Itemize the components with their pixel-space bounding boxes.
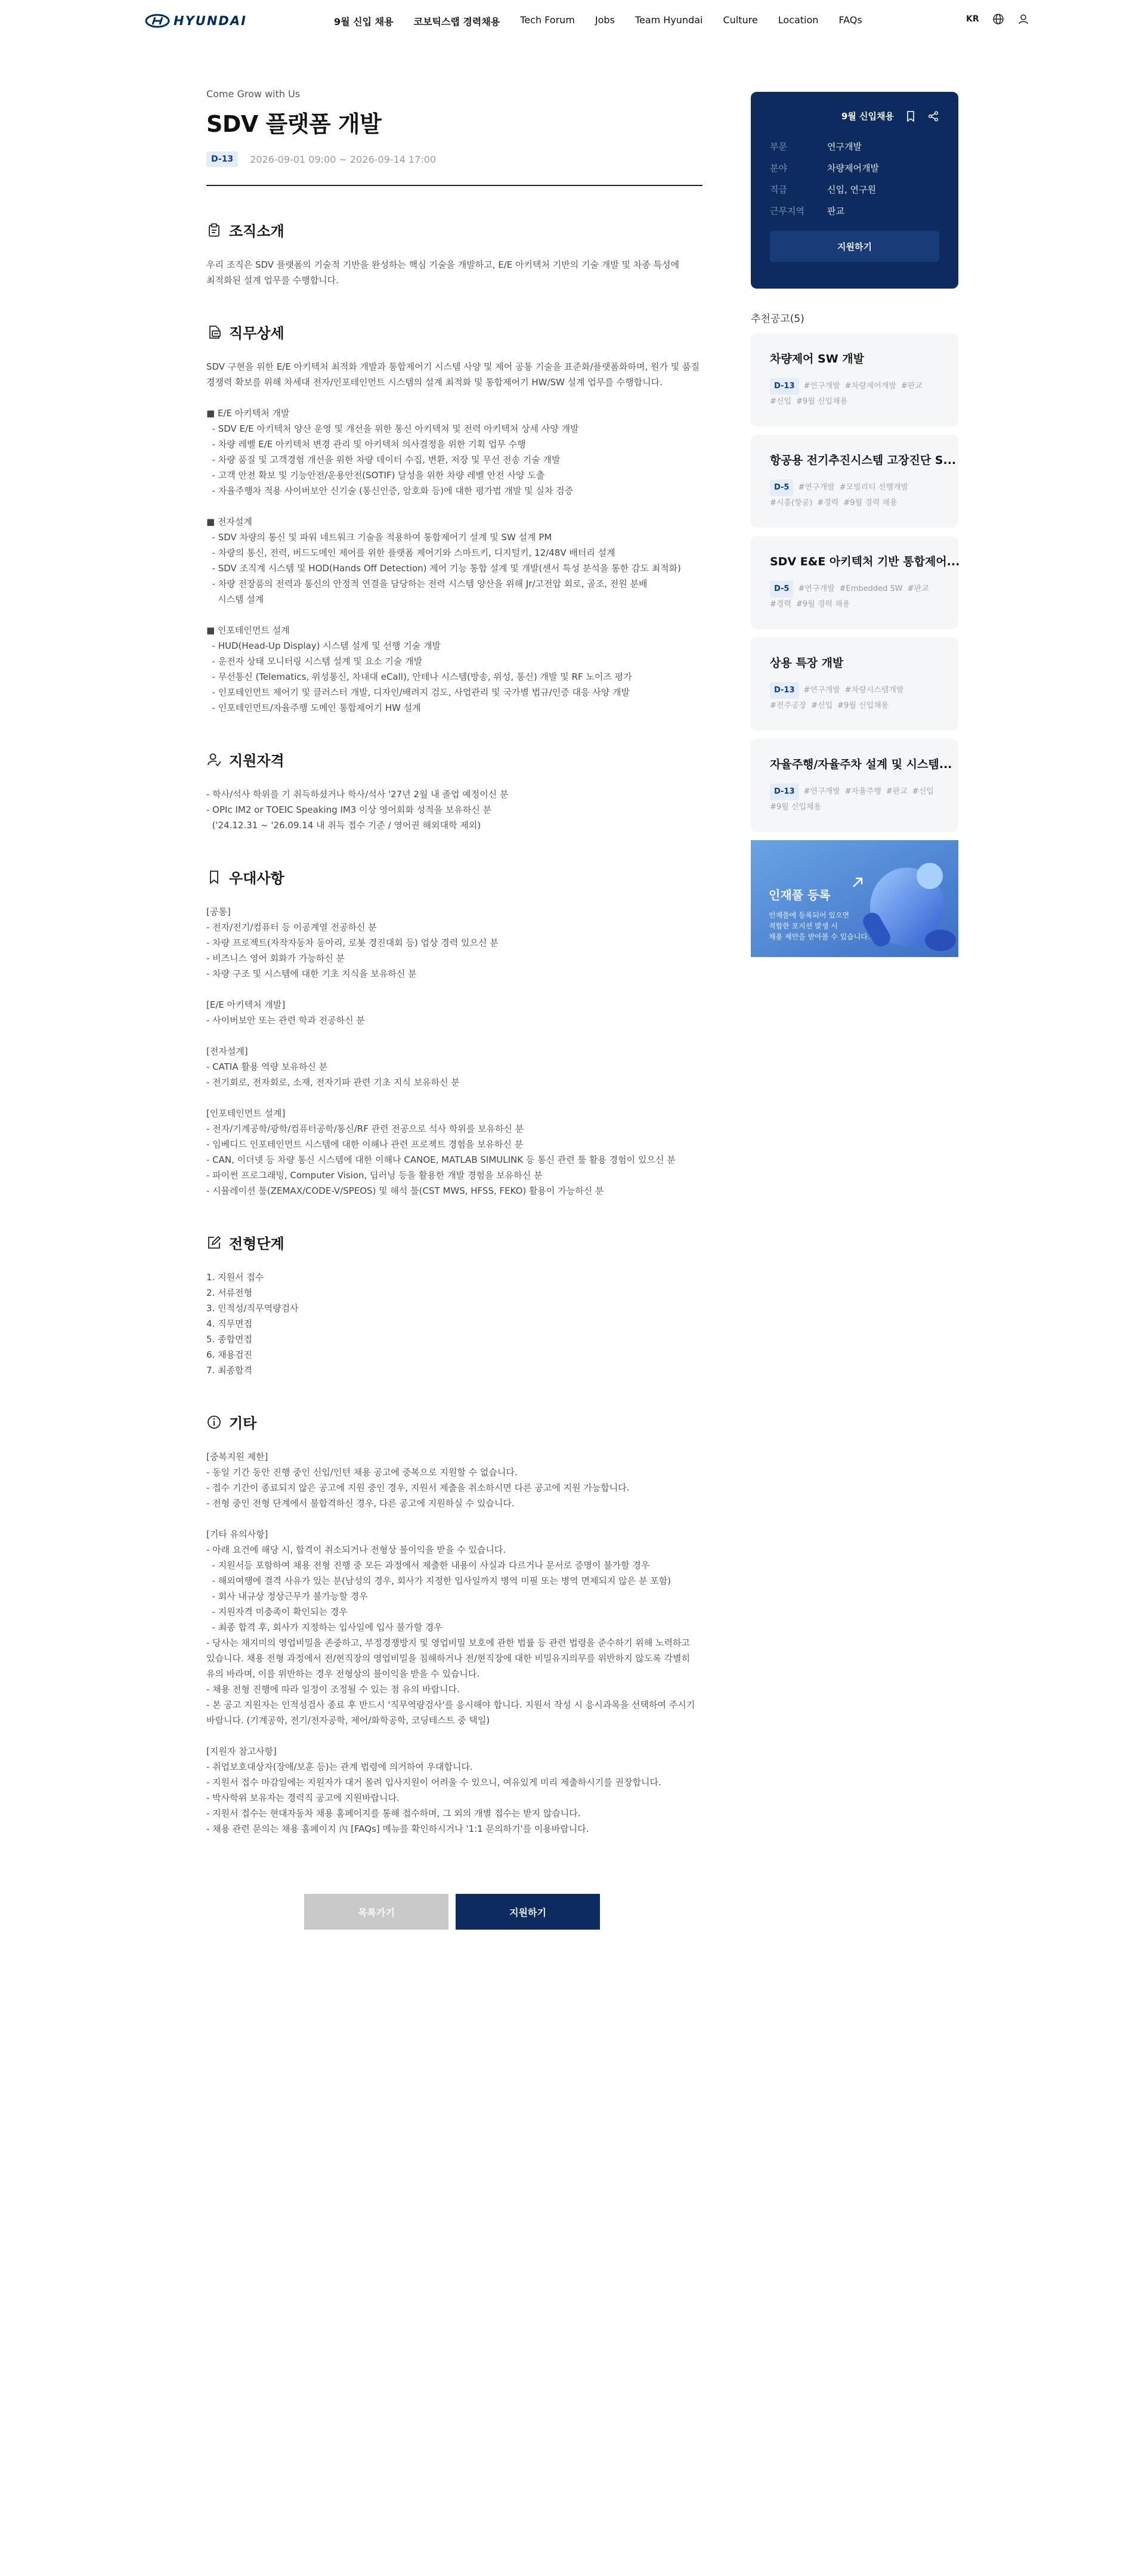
tag: #9월 경력 채용 <box>796 600 850 609</box>
info-key: 근무지역 <box>770 205 804 216</box>
logo-text: HYUNDAI <box>174 14 247 28</box>
section-qualification <box>206 749 703 833</box>
tag: #판교 <box>900 382 923 391</box>
recommend-name: 상용 특장 개발 <box>770 657 844 670</box>
tag: #신입 <box>770 397 792 406</box>
section-title: 직무상세 <box>229 325 284 342</box>
section-title: 조직소개 <box>229 223 284 240</box>
tag: #경력 <box>770 600 792 609</box>
section-org <box>206 219 703 288</box>
bookmark-icon <box>206 869 222 885</box>
sidebar-apply-button[interactable]: 지원하기 <box>770 231 939 262</box>
job-meta <box>206 151 703 167</box>
dday-badge: D-5 <box>770 581 793 597</box>
bookmark-icon[interactable] <box>905 110 917 122</box>
clipboard-icon <box>206 222 222 238</box>
tag: #연구개발 <box>798 584 835 593</box>
page-title: SDV 플랫폼 개발 <box>206 111 382 137</box>
section-steps <box>206 1232 703 1378</box>
tag: #모빌리티 선행개발 <box>839 483 909 492</box>
recommend-card[interactable] <box>751 637 958 730</box>
tag: #9월 신입채용 <box>837 701 889 710</box>
job-info-card <box>751 92 958 289</box>
tag: #경력 <box>817 499 839 507</box>
header-utilities <box>966 13 1029 25</box>
job-detail <box>206 88 703 1837</box>
job-info-list <box>770 135 939 221</box>
dday-badge: D-13 <box>770 682 799 699</box>
nav-item-location[interactable]: Location <box>778 14 819 26</box>
tag: #Embedded SW <box>839 584 903 593</box>
banner-title: 인재풀 등록 <box>769 888 831 902</box>
tag: #차량시스템개발 <box>844 686 904 695</box>
dday-badge: D-13 <box>770 784 799 800</box>
dday-badge: D-13 <box>206 151 238 167</box>
info-key: 분야 <box>770 162 787 174</box>
tag: #신입 <box>811 701 833 710</box>
recommend-list <box>751 333 958 832</box>
nav-item-cobotics[interactable]: 코보틱스랩 경력채용 <box>413 16 500 27</box>
talent-pool-banner[interactable] <box>751 840 958 957</box>
info-row <box>770 135 939 157</box>
sidebar <box>751 92 958 957</box>
globe-icon[interactable] <box>992 13 1004 25</box>
section-etc <box>206 1411 703 1837</box>
recommend-name: 차량제어 SW 개발 <box>770 352 864 366</box>
tag: #시흥(항공) <box>770 499 813 507</box>
section-body: [중복지원 제한] - 동일 기간 동안 진행 중인 신입/인턴 채용 공고에 중복으로 지원할 수 없습니다. - 접수 기간이 종료되지 않은 공고에 지원 중인 경우, 지원서 제출을 취소하시면 다른 공고에 지원 가능합니다. - 전형 중인 전형 단계에서 불합격하신 경우, 다른 공고에 지원하실 수 있습니다. [기타 유의사항] - 아래 요건에 해당 시, 합격이 취소되거나 전형상 불이익을 받을 수 있습니다. - 지원서등 포함하여 채용 전형 진행 중 모든 과정에서 제출한 내용이 사실과 다르거나 문서로 증명이 불가할 경우 - 해외여행에 결격 사유가 있는 분(남성의 경우, 회사가 지정한 입사일까지 병역 미필 또는 병역 면제되지 않은 분 포함) - 회사 내규상 정상근무가 불가능할 경우 - 지원자격 미충족이 확인되는 경우 - 최종 합격 후, 회사가 지정하는 입사일에 입사 불가할 경우 - 당사는 채지미의 영업비밀을 존중하고, 부정경쟁방지 및 영업비밀 보호에 관한 법률 등 관련 법령을 준수하기 위해 노력하고 있습니다. 채용 전형 과정에서 전/현직장의 영업비밀을 침해하거나 전/현직장에 대한 비밀유지의무를 위반하지 않도록 각별히 유의 바라며, 이를 위반하는 경우 전형상의 불이익을 받을 수 있습니다. - 채용 전형 진행에 따라 일정이 조정될 수 있는 점 유의 바랍니다. - 본 공고 지원자는 인적성검사 종료 후 반드시 '직무역량검사'를 응시해야 합니다. 지원서 작성 시 응시과목을 선택하여 주시기 바랍니다. (기계공학, 전기/전자공학, 제어/화학공학, 코딩테스트 중 택일) [지원자 참고사항] - 취업보호대상자(장애/보훈 등)는 관계 법령에 의거하여 우대합니다. - 지원서 접수 마감일에는 지원자가 대거 몰려 입사지원이 어려울 수 있으니, 여유있게 미리 제출하시기를 권장합니다. - 박사학위 보유자는 경력직 공고에 지원바랍니다. - 지원서 접수는 현대자동차 채용 홈페이지를 통해 접수하며, 그 외의 개별 접수는 받지 않습니다. - 채용 관련 문의는 채용 홈페이지 內 [FAQs] 메뉴를 확인하시거나 '1:1 문의하기'를 이용바랍니다. <box>206 1451 695 1834</box>
nav-item-jobs[interactable]: Jobs <box>595 14 615 26</box>
user-icon[interactable] <box>1017 13 1029 25</box>
dday-badge: D-5 <box>770 479 793 496</box>
tag: #신입 <box>912 787 934 796</box>
info-value: 차량제어개발 <box>827 162 879 174</box>
info-icon <box>206 1414 222 1430</box>
tag: #9월 경력 채용 <box>843 499 898 507</box>
info-value: 판교 <box>827 205 844 216</box>
document-icon <box>206 324 222 340</box>
tag: #차량제어개발 <box>844 382 896 391</box>
recommend-card[interactable] <box>751 333 958 426</box>
person-check-icon <box>206 752 222 767</box>
recommend-title: 추천공고(5) <box>751 313 804 325</box>
tag: #판교 <box>907 584 929 593</box>
info-value: 신입, 연구원 <box>827 184 876 195</box>
tag: #전주공장 <box>770 701 807 710</box>
tag: #판교 <box>886 787 908 796</box>
bottom-actions <box>304 1894 600 1930</box>
apply-button[interactable]: 지원하기 <box>456 1894 600 1930</box>
share-icon[interactable] <box>927 110 939 122</box>
banner-description: 인재풀에 등록되어 있으면 적합한 포지션 발생 시 채용 제안을 받아볼 수 있습니다. <box>769 911 870 941</box>
info-key: 직급 <box>770 184 787 195</box>
nav-item-tech-forum[interactable]: Tech Forum <box>520 14 575 26</box>
tag: #연구개발 <box>803 787 840 796</box>
section-body: - 학사/석사 학위를 기 취득하셨거나 학사/석사 '27년 2월 내 졸업 예정이신 분 - OPIc IM2 or TOEIC Speaking IM3 이상 영어회화 성적을 보유하신 분 ('24.12.31 ~ '26.09.14 내 취득 접수 기준 / 영어권 해외대학 제외) <box>206 789 509 831</box>
section-body: 우리 조직은 SDV 플랫폼의 기술적 기반을 완성하는 핵심 기술을 개발하고, E/E 아키텍처 기반의 기술 개발 및 차종 특성에 최적화된 설계 업무를 수행합니다. <box>206 259 679 286</box>
section-title: 기타 <box>229 1415 257 1432</box>
section-duty <box>206 321 703 716</box>
tag: #연구개발 <box>798 483 835 492</box>
nav-item-faqs[interactable]: FAQs <box>838 14 862 26</box>
tag: #9월 신입채용 <box>796 397 848 406</box>
language-toggle[interactable]: KR <box>966 14 979 24</box>
section-body: SDV 구현을 위한 E/E 아키텍처 최적화 개발과 통합제어기 시스템 사양 및 제어 공통 기술을 표준화/플랫폼화하며, 원가 및 품질 경쟁력 확보를 위해 차세대 전자/인포테인먼트 시스템의 설계 최적화 및 통합제어기 HW/SW 설계 업무를 수행합니다. ■ E/E 아키텍처 개발 - SDV E/E 아키텍처 양산 운영 및 개선을 위한 통신 아키텍처 및 전력 아키텍처 상세 사양 개발 - 차량 레벨 E/E 아키텍처 변경 관리 및 아키텍처 의사결정을 위한 기획 업무 수행 - 차량 품질 및 고객경험 개선을 위한 차량 데이터 수집, 변환, 저장 및 무선 전송 기술 개발 - 고객 안전 확보 및 기능안전/운용안전(SOTIF) 달성을 위한 차량 레벨 안전 사양 도출 - 자율주행차 적용 사이버보안 신기술 (통신인증, 암호화 등)에 대한 평가법 개발 및 실차 검증 ■ 전자설계 - SDV 차량의 통신 및 파워 네트워크 기술을 적용하여 통합제어기 설계 및 SW 설계 PM - 차량의 통신, 전력, 버드도메인 제어를 위한 플랫폼 제어기와 스마트키, 디지털키, 12/48V 배터리 설계 - SDV 조직계 시스템 및 HOD(Hands Off Detection) 제어 기능 통합 설계 및 개발(센서 특성 분석을 통한 감도 최적화) - 차량 전장품의 전력과 통신의 안정적 연결을 담당하는 전력 시스템 양산을 위해 Jr/고전압 회로, 골조, 전원 분배 시스템 설계 ■ 인포테인먼트 설계 - HUD(Head-Up Display) 시스템 설계 및 선행 기술 개발 - 운전자 상태 모니터링 시스템 설계 및 요소 기술 개발 - 무선통신 (Telematics, 위성통신, 차내대 eCall), 안테나 시스템(방송, 위성, 통신) 개발 및 RF 노이즈 평가 - 인포테인먼트 제어기 및 클러스터 개발, 디자인/배려지 검도, 사업관리 및 국가별 법규/인증 대응 사양 개발 - 인포테인먼트/자율주행 도메인 통합제어기 HW 설계 <box>206 361 700 713</box>
section-body: [공통] - 전자/전기/컴퓨터 등 이공계열 전공하신 분 - 차량 프로젝트(자작자동차 동아리, 로봇 경진대회 등) 업상 경력 있으신 분 - 비즈니스 영어 회화가 가능하신 분 - 차량 구조 및 시스템에 대한 기초 지식을 보유하신 분 [E/E 아키텍처 개발] - 사이버보안 또는 관련 학과 전공하신 분 [전자설계] - CATIA 활용 역량 보유하신 분 - 전기회로, 전자회로, 소재, 전자기파 관련 기초 지식 보유하신 분 [인포테인먼트 설계] - 전자/기계공학/광학/컴퓨터공학/통신/RF 관련 전공으로 석사 학위를 보유하신 분 - 임베디드 인포테인먼트 시스템에 대한 이해나 관련 프로젝트 경험을 보유하신 분 - CAN, 이더넷 등 차량 통신 시스템에 대한 이해나 CANOE, MATLAB SIMULINK 등 통신 관련 툴 활용 경험이 있으신 분 - 파이썬 프로그래밍, Computer Vision, 딥러닝 등을 활용한 개발 경험을 보유하신 분 - 시뮬레이션 툴(ZEMAX/CODE-V/SPEOS) 및 해석 툴(CST MWS, HFSS, FEKO) 활용이 가능하신 분 <box>206 906 676 1196</box>
recommend-card[interactable] <box>751 536 958 629</box>
info-row <box>770 178 939 200</box>
section-preference <box>206 866 703 1199</box>
hyundai-emblem-icon <box>145 14 170 28</box>
tag: #연구개발 <box>803 382 840 391</box>
dday-badge: D-13 <box>770 378 799 395</box>
tag: #9월 신입채용 <box>770 803 822 812</box>
nav-item-sept-recruit[interactable]: 9월 신입 채용 <box>334 16 394 27</box>
title-divider <box>206 185 703 186</box>
tag: #자율주행 <box>844 787 881 796</box>
section-title: 지원자격 <box>229 753 284 769</box>
main-menu <box>334 14 883 28</box>
recommend-card[interactable] <box>751 435 958 528</box>
info-key: 부문 <box>770 141 787 152</box>
info-value: 연구개발 <box>827 141 862 152</box>
nav-item-culture[interactable]: Culture <box>723 14 758 26</box>
section-title: 우대사항 <box>229 870 284 887</box>
info-row <box>770 200 939 221</box>
recommend-name: 자율주행/자율주차 설계 및 시스템... <box>770 758 952 771</box>
recommend-name: 항공용 전기추진시스템 고장진단 S... <box>770 454 957 467</box>
tag: #연구개발 <box>803 686 840 695</box>
application-period: 2026-09-01 09:00 ~ 2026-09-14 17:00 <box>250 153 437 165</box>
section-title: 전형단계 <box>229 1236 284 1252</box>
info-row <box>770 157 939 178</box>
global-nav <box>0 0 1145 43</box>
recommend-card[interactable] <box>751 739 958 832</box>
recruit-tag: 9월 신입채용 <box>841 111 894 122</box>
hyundai-logo[interactable] <box>145 14 247 28</box>
nav-item-team-hyundai[interactable]: Team Hyundai <box>635 14 703 26</box>
edit-icon <box>206 1235 222 1250</box>
eyebrow-text: Come Grow with Us <box>206 88 301 100</box>
recommend-name: SDV E&E 아키텍처 기반 통합제어... <box>770 555 960 568</box>
section-body: 1. 지원서 접수 2. 서류전형 3. 인적성/직무역량검사 4. 직무면접 5. 종합면접 6. 채용검진 7. 최종합격 <box>206 1272 299 1376</box>
list-button[interactable]: 목록가기 <box>304 1894 448 1930</box>
